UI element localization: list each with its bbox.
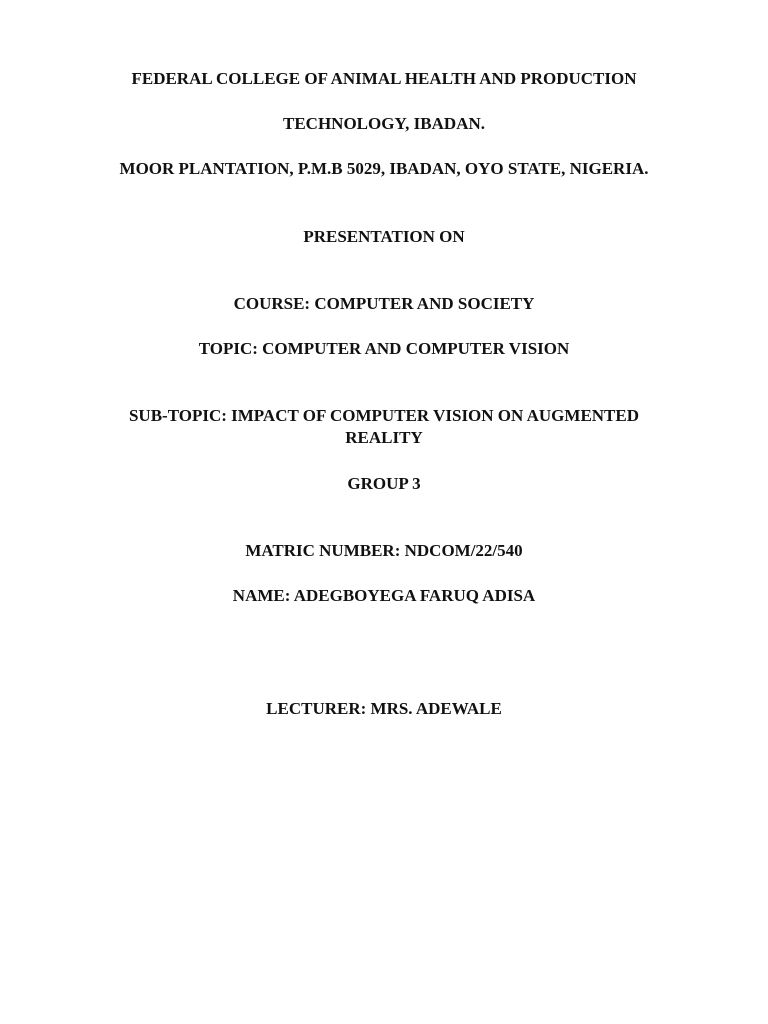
lecturer-name: LECTURER: MRS. ADEWALE xyxy=(266,699,502,718)
institution-name-line2: TECHNOLOGY, IBADAN. xyxy=(283,114,485,133)
course-title: COURSE: COMPUTER AND SOCIETY xyxy=(233,294,535,313)
presentation-heading: PRESENTATION ON xyxy=(303,227,465,246)
topic-title: TOPIC: COMPUTER AND COMPUTER VISION xyxy=(198,339,570,358)
matric-number: MATRIC NUMBER: NDCOM/22/540 xyxy=(245,541,523,560)
institution-address: MOOR PLANTATION, P.M.B 5029, IBADAN, OYO STATE, NIGERIA. xyxy=(119,159,649,178)
student-name: NAME: ADEGBOYEGA FARUQ ADISA xyxy=(232,586,536,605)
institution-name-line1: FEDERAL COLLEGE OF ANIMAL HEALTH AND PRODUCTION xyxy=(131,69,637,88)
sub-topic-title: SUB-TOPIC: IMPACT OF COMPUTER VISION ON AUGMENTED REALITY xyxy=(128,406,640,447)
group-label: GROUP 3 xyxy=(347,474,421,493)
